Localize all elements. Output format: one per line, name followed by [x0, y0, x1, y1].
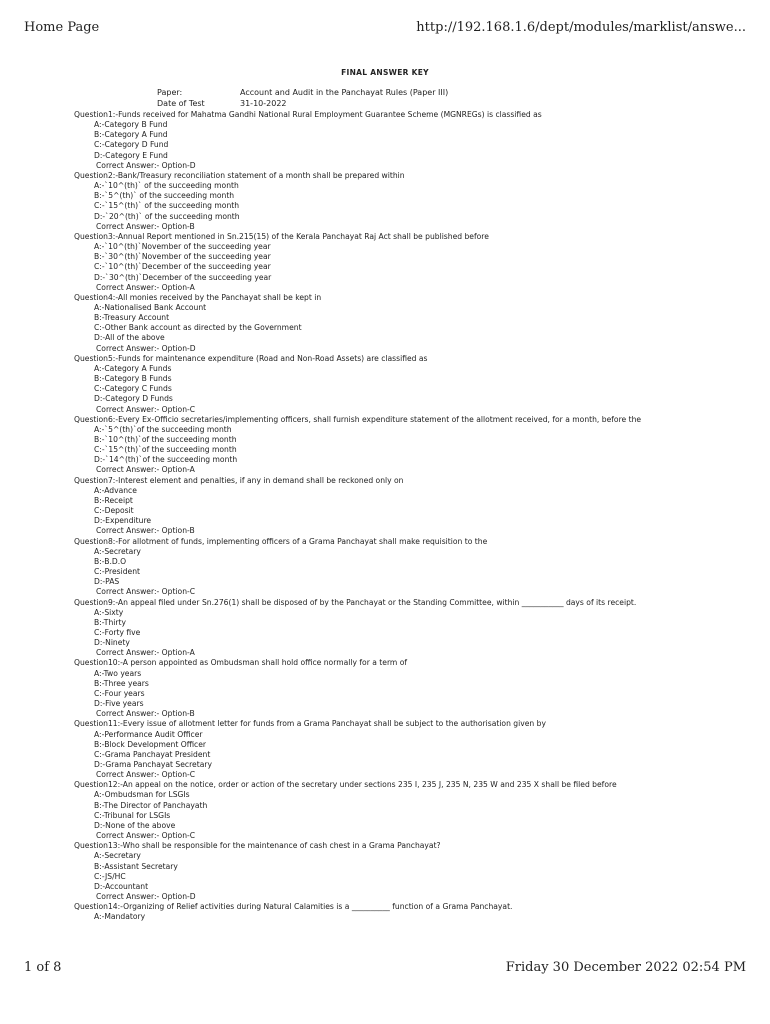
answer-option: D:-`30^(th)`December of the succeeding year	[94, 272, 272, 282]
answer-option: C:-President	[94, 567, 141, 577]
answer-option: B:-`10^(th)`of the succeeding month	[94, 435, 237, 444]
answer-option: D:-Expenditure	[94, 516, 152, 526]
answer-option: A:-Advance	[94, 485, 137, 495]
answer-option: A:-Sixty	[94, 607, 124, 617]
answer-option: C:-Forty five	[94, 627, 141, 637]
answer-option: A:-Two years	[94, 668, 142, 678]
answer-option: C:-JS/HC	[94, 871, 126, 881]
answer-option: D:-`20^(th)` of the succeeding month	[94, 211, 240, 221]
question-text: Question7:-Interest element and penalties, if any in demand shall be reckoned only on	[74, 475, 404, 485]
answer-option: C:-`15^(th)` of the succeeding month	[94, 201, 240, 211]
answer-option: A:-`10^(th)` of the succeeding month	[94, 181, 239, 191]
answer-option: D:-Grama Panchayat Secretary	[94, 760, 212, 769]
answer-option: B:-Category A Fund	[94, 130, 168, 140]
answer-option: D:-`14^(th)`of the succeeding month	[94, 455, 238, 465]
correct-answer: Correct Answer:- Option-B	[96, 221, 195, 231]
question-text: Question14:-Organizing of Relief activities during Natural Calamities is a __________ function of a Grama Panchayat.	[74, 902, 513, 912]
answer-option: A:-`10^(th)`November of the succeeding year	[94, 242, 271, 252]
answer-option: A:-`5^(th)`of the succeeding month	[94, 424, 232, 434]
correct-answer: Correct Answer:- Option-C	[96, 587, 196, 597]
question-text: Question3:-Annual Report mentioned in Sn.215(15) of the Kerala Panchayat Raj Act shall be published before	[74, 231, 489, 241]
question-text: Question5:-Funds for maintenance expenditure (Road and Non-Road Assets) are classified as	[74, 353, 428, 363]
answer-option: A:-Mandatory	[94, 912, 146, 922]
correct-answer: Correct Answer:- Option-C	[96, 770, 196, 780]
paper-row	[157, 88, 448, 98]
answer-option: B:-Thirty	[94, 617, 126, 627]
answer-option: D:-Ninety	[94, 638, 130, 648]
date-row	[157, 99, 287, 109]
print-header-url: http://192.168.1.6/dept/modules/marklist/answe...	[416, 20, 746, 35]
answer-option: A:-Performance Audit Officer	[94, 729, 203, 739]
answer-option: B:-Receipt	[94, 495, 133, 505]
answer-option: D:-Accountant	[94, 881, 149, 891]
correct-answer: Correct Answer:- Option-C	[96, 831, 196, 841]
answer-option: C:-Grama Panchayat President	[94, 749, 211, 759]
question-list	[74, 110, 734, 923]
date-label: Date of Test	[157, 99, 205, 108]
question-text: Question1:-Funds received for Mahatma Gandhi National Rural Employment Guarantee Scheme (MGNREGs) is classified as	[74, 110, 542, 119]
question-text: Question8:-For allotment of funds, implementing officers of a Grama Panchayat shall make requisition to the	[74, 536, 488, 546]
correct-answer: Correct Answer:- Option-C	[96, 404, 196, 414]
answer-option: A:-Category B Fund	[94, 120, 168, 130]
answer-option: D:-PAS	[94, 577, 120, 587]
answer-option: B:-Three years	[94, 678, 149, 688]
answer-option: B:-`30^(th)`November of the succeeding year	[94, 252, 271, 262]
question-text: Question2:-Bank/Treasury reconciliation statement of a month shall be prepared within	[74, 170, 405, 180]
print-footer-page-number: 1 of 8	[24, 960, 62, 975]
answer-option: C:-Four years	[94, 688, 145, 698]
print-header-home-label: Home Page	[24, 20, 100, 35]
answer-option: A:-Nationalised Bank Account	[94, 302, 207, 312]
answer-option: B:-The Director of Panchayath	[94, 800, 208, 810]
correct-answer: Correct Answer:- Option-B	[96, 526, 195, 536]
question-text: Question12:-An appeal on the notice, order or action of the secretary under sections 235 I, 235 J, 235 N, 235 W and 235 X shall be filed before	[74, 780, 617, 790]
correct-answer: Correct Answer:- Option-B	[96, 709, 195, 719]
answer-option: D:-Category E Fund	[94, 150, 168, 160]
question-text: Question11:-Every issue of allotment letter for funds from a Grama Panchayat shall be subject to the authorisation given by	[74, 719, 546, 729]
answer-option: C:-Tribunal for LSGIs	[94, 810, 171, 820]
answer-option: A:-Secretary	[94, 851, 141, 861]
answer-option: B:-Assistant Secretary	[94, 861, 178, 871]
correct-answer: Correct Answer:- Option-D	[96, 892, 196, 902]
answer-option: C:-`10^(th)`December of the succeeding year	[94, 262, 271, 272]
answer-option: A:-Category A Funds	[94, 363, 172, 373]
question-text: Question13:-Who shall be responsible for the maintenance of cash chest in a Grama Panchayat?	[74, 841, 441, 851]
answer-option: B:-B.D.O	[94, 556, 127, 566]
answer-option: B:-`5^(th)` of the succeeding month	[94, 191, 235, 201]
answer-option: B:-Treasury Account	[94, 313, 170, 323]
question-text: Question4:-All monies received by the Panchayat shall be kept in	[74, 292, 322, 302]
answer-option: A:-Secretary	[94, 546, 141, 556]
print-footer-datetime: Friday 30 December 2022 02:54 PM	[505, 960, 746, 975]
paper-label: Paper:	[157, 88, 183, 97]
answer-option: D:-All of the above	[94, 333, 165, 343]
answer-option: C:-Other Bank account as directed by the Government	[94, 323, 302, 333]
paper-value: Account and Audit in the Panchayat Rules (Paper III)	[240, 88, 449, 97]
answer-option: D:-Five years	[94, 699, 144, 709]
question-text: Question10:-A person appointed as Ombudsman shall hold office normally for a term of	[74, 658, 408, 668]
correct-answer: Correct Answer:- Option-D	[96, 343, 196, 353]
answer-option: C:-Category C Funds	[94, 384, 172, 394]
document-title: FINAL ANSWER KEY	[341, 68, 429, 77]
answer-option: C:-Category D Fund	[94, 140, 169, 150]
correct-answer: Correct Answer:- Option-A	[96, 465, 195, 475]
correct-answer: Correct Answer:- Option-A	[96, 648, 195, 658]
correct-answer: Correct Answer:- Option-D	[96, 160, 196, 170]
answer-option: D:-None of the above	[94, 820, 176, 830]
answer-option: C:-`15^(th)`of the succeeding month	[94, 445, 237, 455]
answer-option: B:-Block Development Officer	[94, 739, 207, 749]
answer-option: D:-Category D Funds	[94, 394, 173, 404]
question-text: Question9:-An appeal filed under Sn.276(1) shall be disposed of by the Panchayat or the Standing Committee, within ___________ days of its receipt.	[74, 597, 637, 607]
answer-option: C:-Deposit	[94, 506, 134, 516]
answer-option: B:-Category B Funds	[94, 374, 172, 384]
question-text: Question6:-Every Ex-Officio secretaries/implementing officers, shall furnish expenditure statement of the allotment received, for a month, before the	[74, 414, 642, 424]
date-value: 31-10-2022	[240, 99, 287, 108]
correct-answer: Correct Answer:- Option-A	[96, 282, 195, 292]
answer-option: A:-Ombudsman for LSGIs	[94, 790, 190, 800]
